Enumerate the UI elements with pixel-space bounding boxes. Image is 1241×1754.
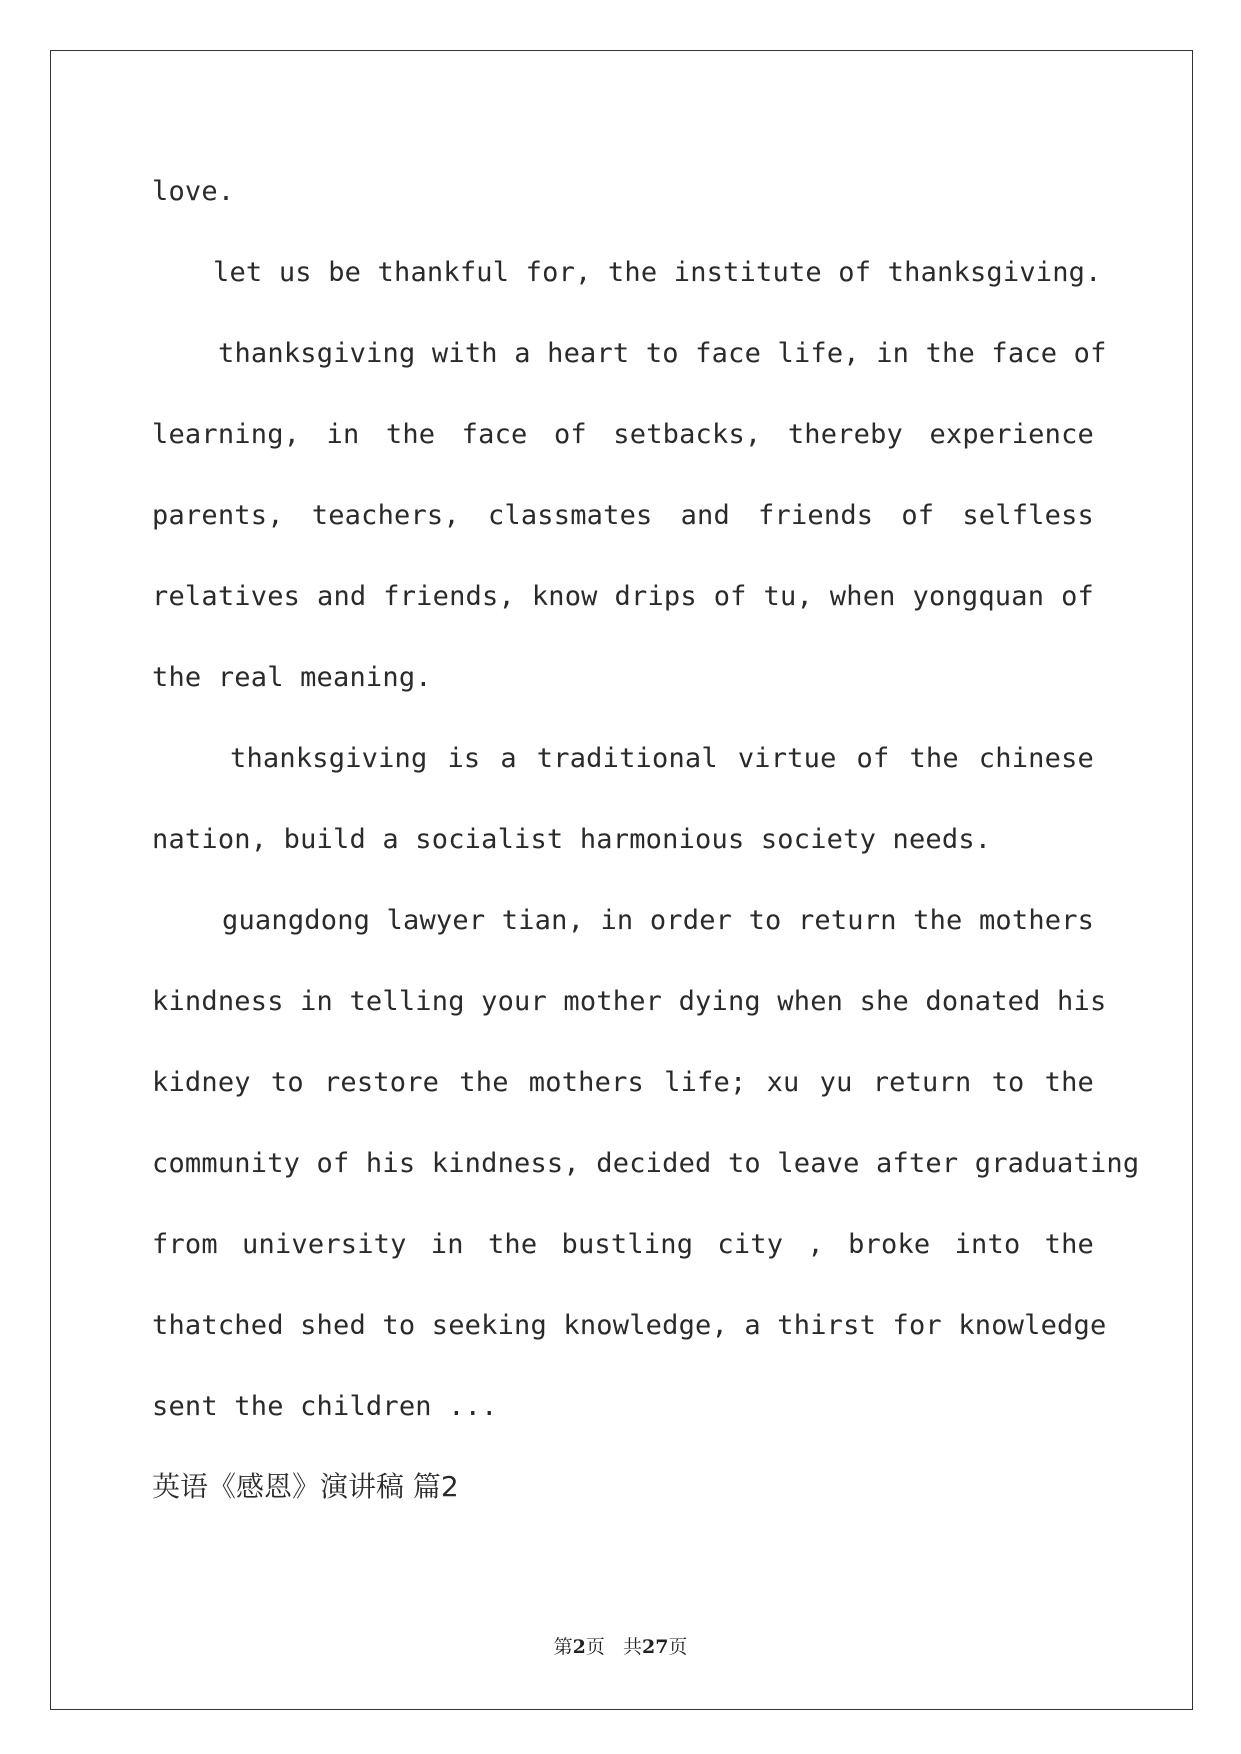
text-line: kindness in telling your mother dying when she donated his bbox=[152, 986, 1107, 1017]
footer-prefix: 第 bbox=[553, 1636, 573, 1658]
footer-total-pages: 27 bbox=[641, 1636, 669, 1658]
text-line: learning, in the face of setbacks, thereby experience bbox=[152, 419, 1094, 450]
text-line: guangdong lawyer tian, in order to return the mothers bbox=[222, 905, 1095, 936]
text-line: relatives and friends, know drips of tu, when yongquan of bbox=[152, 581, 1094, 612]
page-footer bbox=[0, 1632, 1241, 1659]
footer-total-prefix: 共 bbox=[622, 1636, 642, 1658]
text-line: kidney to restore the mothers life; xu yu return to the bbox=[152, 1067, 1094, 1098]
text-line: let us be thankful for, the institute of thanksgiving. bbox=[213, 257, 1102, 288]
text-line: community of his kindness, decided to leave after graduating bbox=[152, 1148, 1140, 1179]
page-frame bbox=[50, 50, 1193, 1710]
text-line: sent the children ... bbox=[152, 1391, 498, 1422]
text-line: parents, teachers, classmates and friends of selfless bbox=[152, 500, 1094, 531]
text-line: thanksgiving is a traditional virtue of the chinese bbox=[230, 743, 1094, 774]
text-line: the real meaning. bbox=[152, 662, 432, 693]
text-line: thatched shed to seeking knowledge, a thirst for knowledge bbox=[152, 1310, 1107, 1341]
section-heading: 英语《感恩》演讲稿 篇2 bbox=[152, 1470, 459, 1503]
text-line: love. bbox=[152, 176, 235, 207]
footer-total-suffix: 页 bbox=[668, 1636, 688, 1658]
footer-page-number: 2 bbox=[572, 1636, 586, 1658]
footer-page-suffix: 页 bbox=[585, 1636, 605, 1658]
text-line: nation, build a socialist harmonious society needs. bbox=[152, 824, 992, 855]
text-line: thanksgiving with a heart to face life, in the face of bbox=[218, 338, 1107, 369]
text-line: from university in the bustling city , broke into the bbox=[152, 1229, 1094, 1260]
